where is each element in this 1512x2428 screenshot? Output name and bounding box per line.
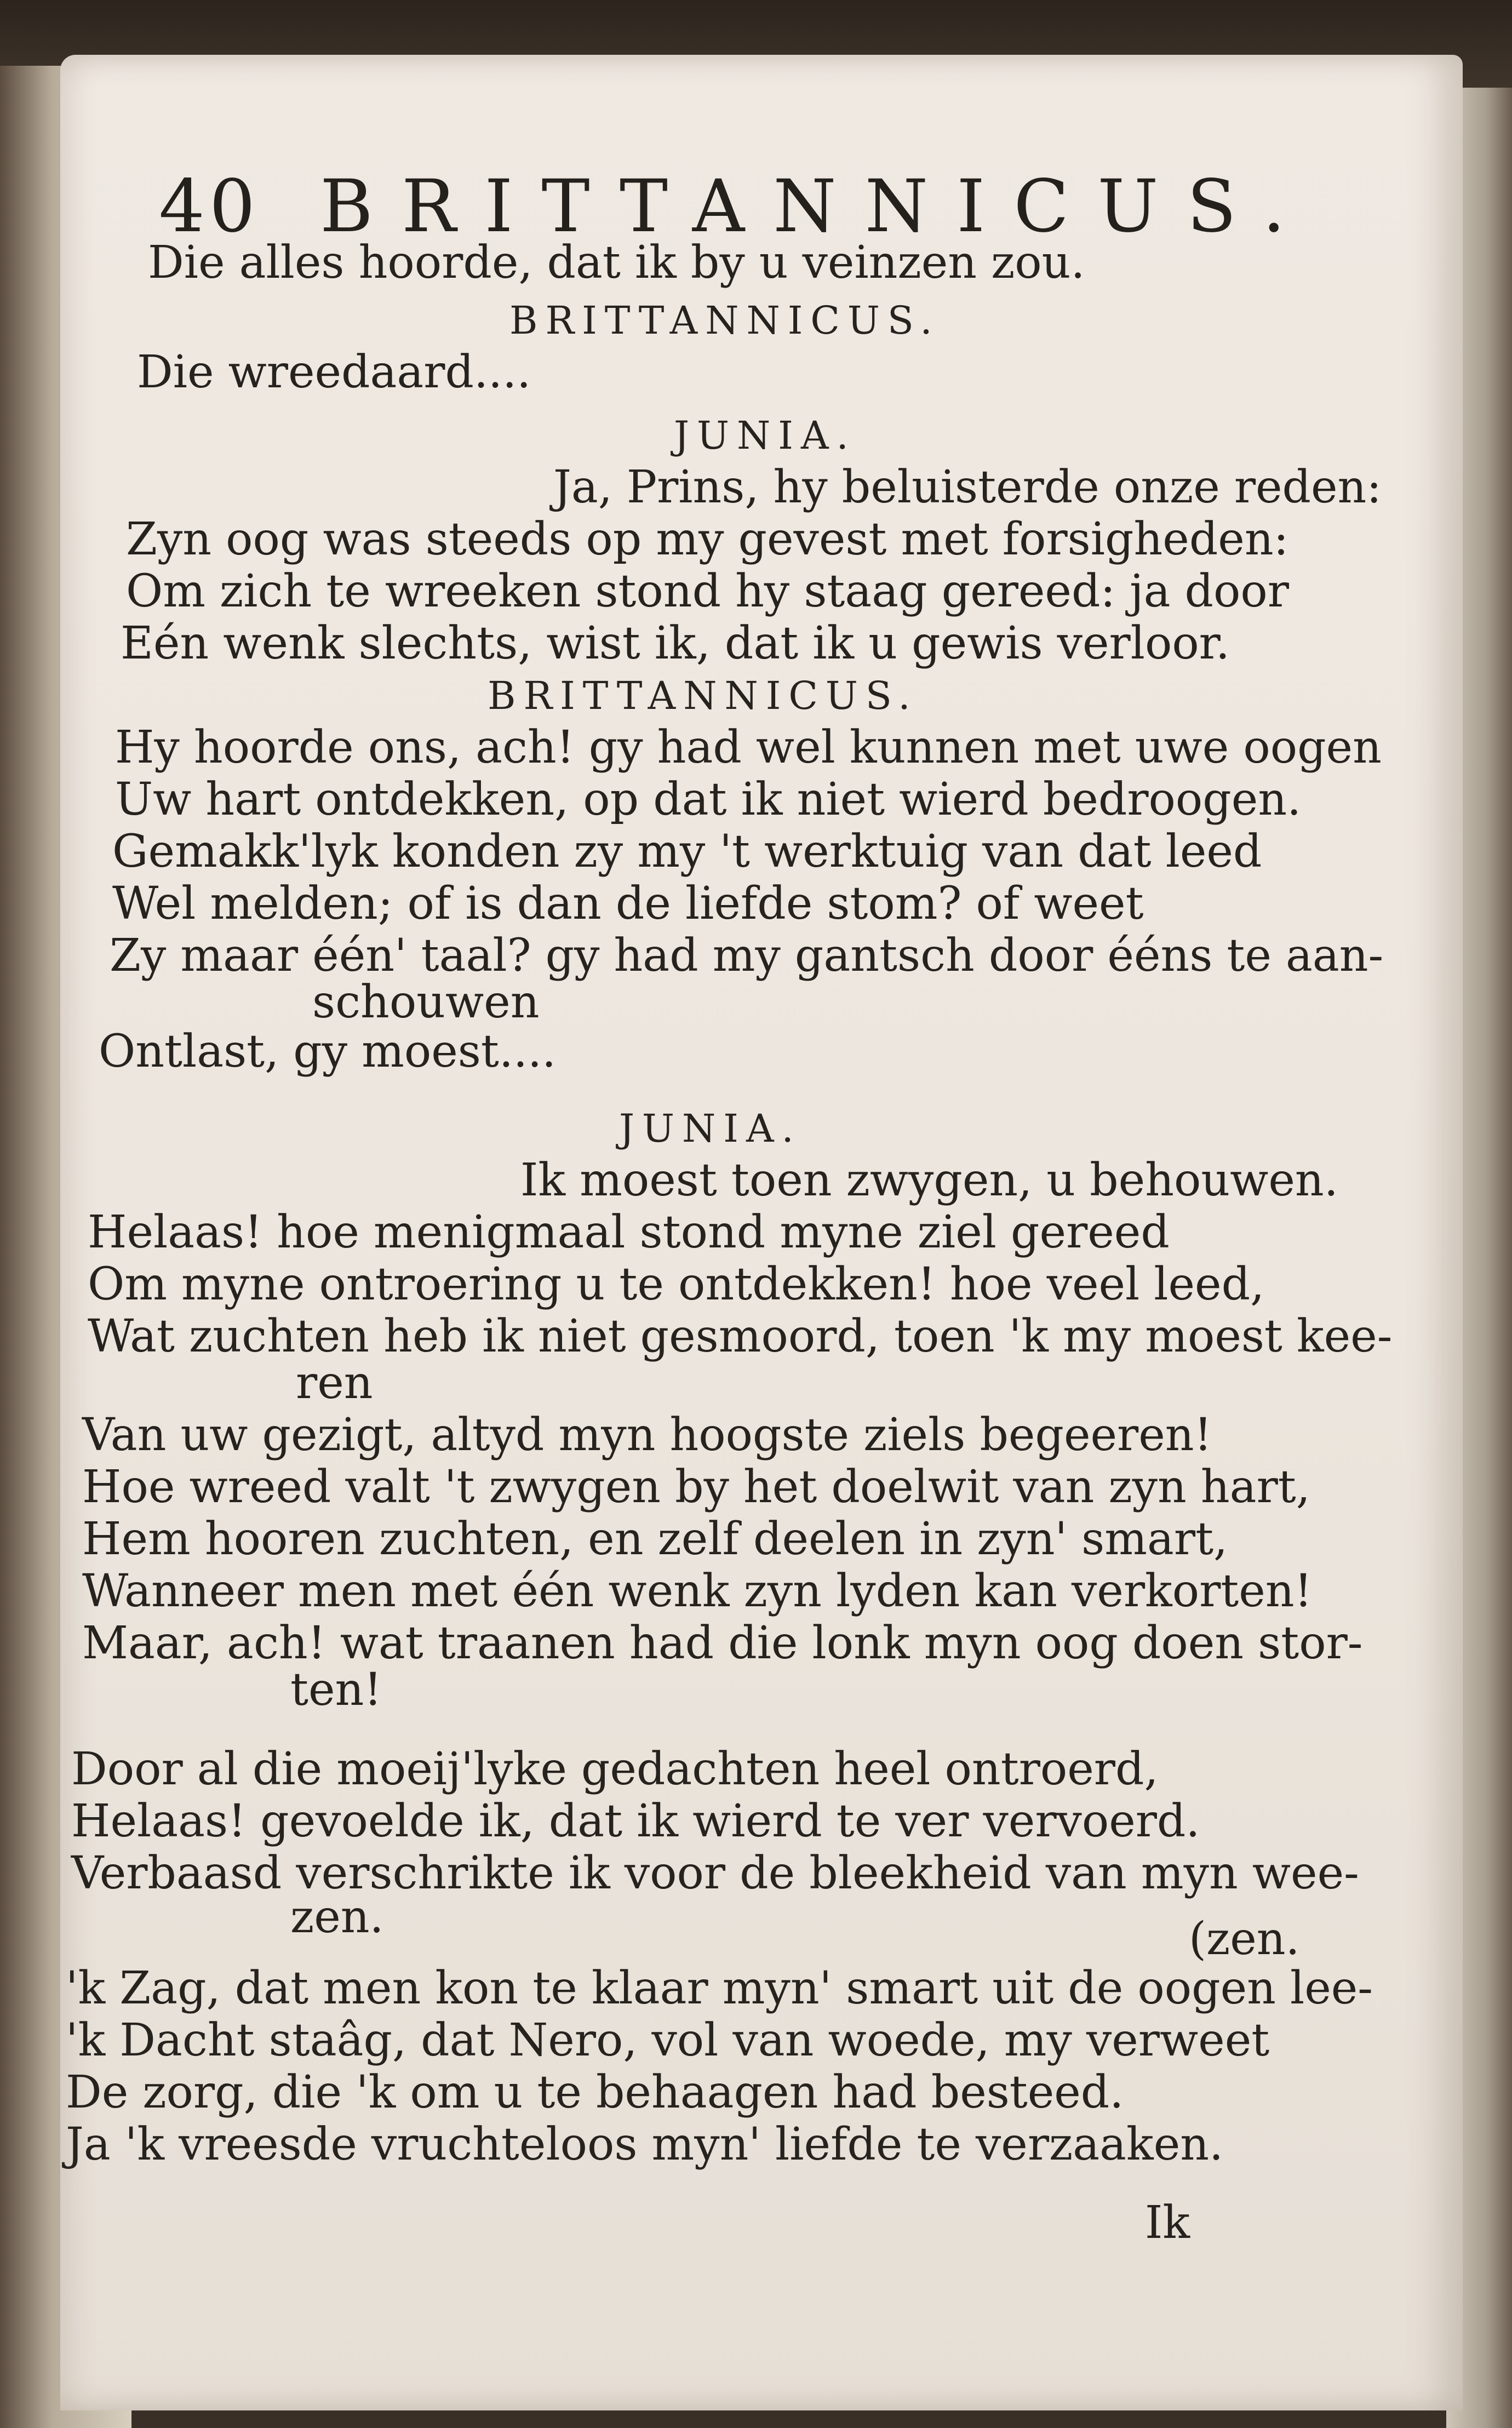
verse-line: Maar, ach! wat traanen had die lonk myn oog doen stor- (82, 1617, 1363, 1669)
verse-line: Zyn oog was steeds op my gevest met forsigheden: (126, 513, 1289, 565)
verse-line: zen. (290, 1891, 384, 1943)
verse-line: Ja, Prins, hy beluisterde onze reden: (553, 461, 1382, 513)
verse-line: Ik moest toen zwygen, u behouwen. (520, 1154, 1338, 1206)
verse-line: Die wreedaard.... (137, 346, 531, 398)
verse-line: Zy maar één' taal? gy had my gantsch door ééns te aan- (110, 930, 1384, 982)
speaker-name: BRITTANNICUS. (488, 673, 918, 718)
catchword: Ik (1145, 2197, 1190, 2249)
verse-line: ren (296, 1357, 373, 1409)
verse-line: Eén wenk slechts, wist ik, dat ik u gewis verloor. (121, 617, 1230, 669)
verse-line: Ontlast, gy moest.... (99, 1026, 557, 1078)
verse-line: Hem hooren zuchten, en zelf deelen in zyn' smart, (82, 1513, 1228, 1565)
verse-line: Die alles hoorde, dat ik by u veinzen zou. (148, 237, 1085, 289)
speaker-name: JUNIA. (619, 1106, 801, 1151)
verse-line: De zorg, die 'k om u te behaagen had besteed. (66, 2066, 1124, 2118)
verse-line: Gemakk'lyk konden zy my 't werktuig van dat leed (112, 826, 1262, 878)
verse-line: Helaas! gevoelde ik, dat ik wierd te ver vervoerd. (71, 1795, 1200, 1847)
verse-line: Om myne ontroering u te ontdekken! hoe veel leed, (88, 1258, 1265, 1310)
speaker-name: JUNIA. (674, 413, 856, 458)
verse-line: Hy hoorde ons, ach! gy had wel kunnen met uwe oogen (115, 721, 1382, 774)
verse-line: Van uw gezigt, altyd myn hoogste ziels begeeren! (82, 1409, 1212, 1461)
verse-line: Ja 'k vreesde vruchteloos myn' liefde te verzaaken. (66, 2118, 1224, 2171)
running-title: BRITTANNICUS. (319, 164, 1314, 249)
verse-line: ten! (290, 1664, 382, 1716)
verse-line: Wat zuchten heb ik niet gesmoord, toen 'k my moest kee- (88, 1310, 1393, 1362)
page-number: 40 (159, 164, 260, 249)
verse-line: Verbaasd verschrikte ik voor de bleekheid van myn wee- (71, 1847, 1359, 1899)
verse-line: (zen. (1189, 1913, 1300, 1965)
verse-line: Uw hart ontdekken, op dat ik niet wierd bedroogen. (115, 774, 1302, 826)
verse-line: schouwen (312, 976, 540, 1028)
verse-line: Helaas! hoe menigmaal stond myne ziel gereed (88, 1206, 1170, 1258)
verse-line: 'k Zag, dat men kon te klaar myn' smart uit de oogen lee- (66, 1962, 1373, 2014)
verse-line: Door al die moeij'lyke gedachten heel ontroerd, (71, 1743, 1159, 1795)
verse-line: Om zich te wreeken stond hy staag gereed: ja door (126, 565, 1289, 617)
verse-line: Wanneer men met één wenk zyn lyden kan verkorten! (82, 1565, 1313, 1617)
speaker-name: BRITTANNICUS. (509, 298, 940, 343)
verse-line: 'k Dacht staâg, dat Nero, vol van woede, my verweet (66, 2014, 1270, 2066)
verse-line: Wel melden; of is dan de liefde stom? of weet (112, 878, 1144, 930)
verse-line: Hoe wreed valt 't zwygen by het doelwit van zyn hart, (82, 1461, 1310, 1513)
